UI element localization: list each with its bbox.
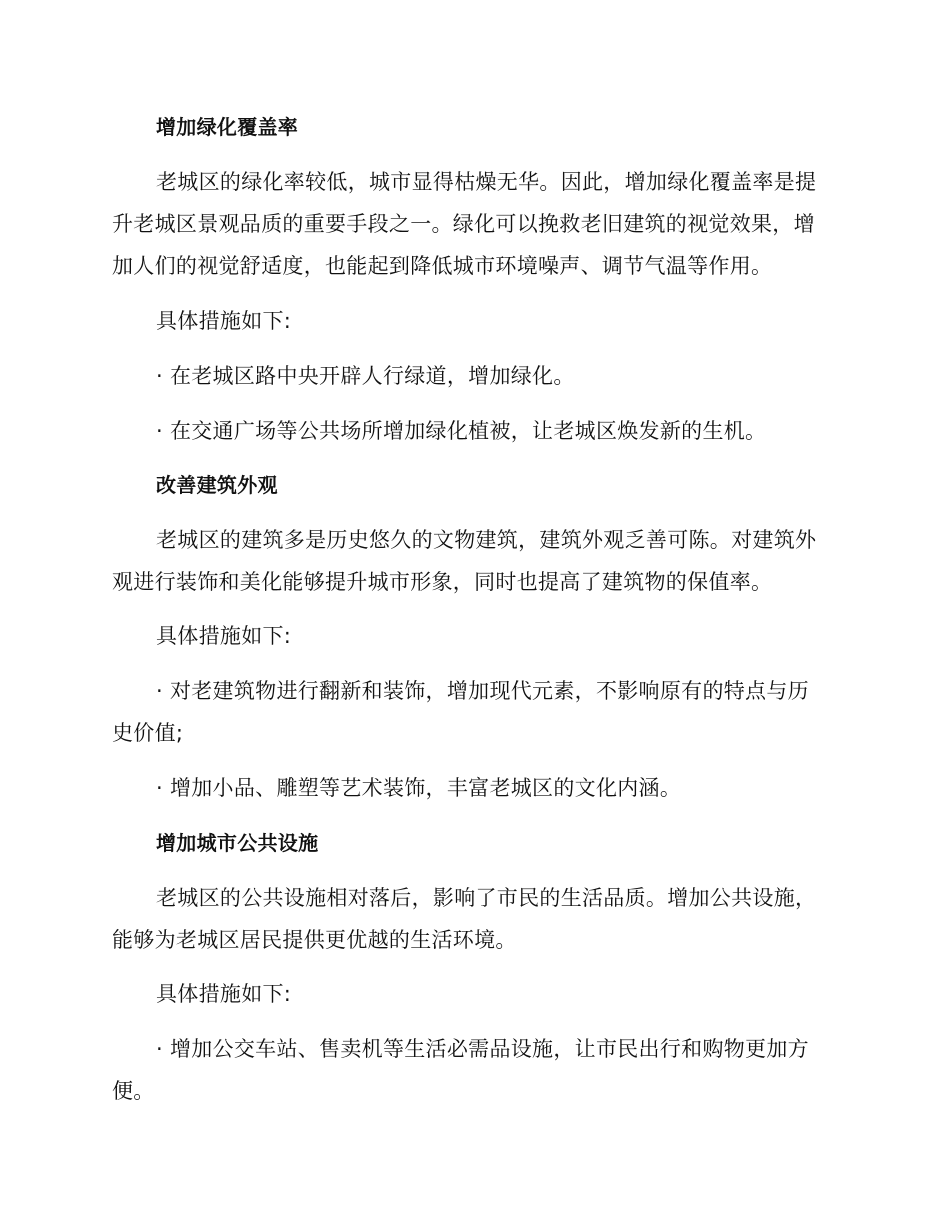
bullet-item: · 在交通广场等公共场所增加绿化植被，让老城区焕发新的生机。: [156, 419, 767, 443]
measures-label: 具体措施如下:: [156, 624, 292, 648]
bullet-item: · 在老城区路中央开辟人行绿道，增加绿化。: [156, 364, 575, 388]
measures-label: 具体措施如下:: [156, 982, 292, 1006]
paragraph-line: 老城区的建筑多是历史悠久的文物建筑，建筑外观乏善可陈。对建筑外: [156, 528, 817, 552]
paragraph-line: 能够为老城区居民提供更优越的生活环境。: [112, 928, 517, 952]
section-heading: 增加城市公共设施: [156, 831, 319, 855]
measures-label: 具体措施如下:: [156, 309, 292, 333]
bullet-item: · 增加小品、雕塑等艺术装饰，丰富老城区的文化内涵。: [156, 776, 682, 800]
paragraph-line: 加人们的视觉舒适度，也能起到降低城市环境噪声、调节气温等作用。: [112, 254, 773, 278]
section-heading: 改善建筑外观: [156, 473, 278, 497]
bullet-item-continuation: 便。: [112, 1079, 155, 1103]
bullet-item: · 对老建筑物进行翻新和装饰，增加现代元素，不影响原有的特点与历: [156, 679, 809, 703]
bullet-item: · 增加公交车站、售卖机等生活必需品设施，让市民出行和购物更加方: [156, 1037, 809, 1061]
bullet-item-continuation: 史价值;: [112, 721, 184, 745]
paragraph-line: 观进行装饰和美化能够提升城市形象，同时也提高了建筑物的保值率。: [112, 570, 773, 594]
section-heading: 增加绿化覆盖率: [156, 115, 299, 139]
paragraph-line: 升老城区景观品质的重要手段之一。绿化可以挽救老旧建筑的视觉效果，增: [112, 212, 815, 236]
paragraph-line: 老城区的绿化率较低，城市显得枯燥无华。因此，增加绿化覆盖率是提: [156, 170, 817, 194]
paragraph-line: 老城区的公共设施相对落后，影响了市民的生活品质。增加公共设施，: [156, 886, 817, 910]
